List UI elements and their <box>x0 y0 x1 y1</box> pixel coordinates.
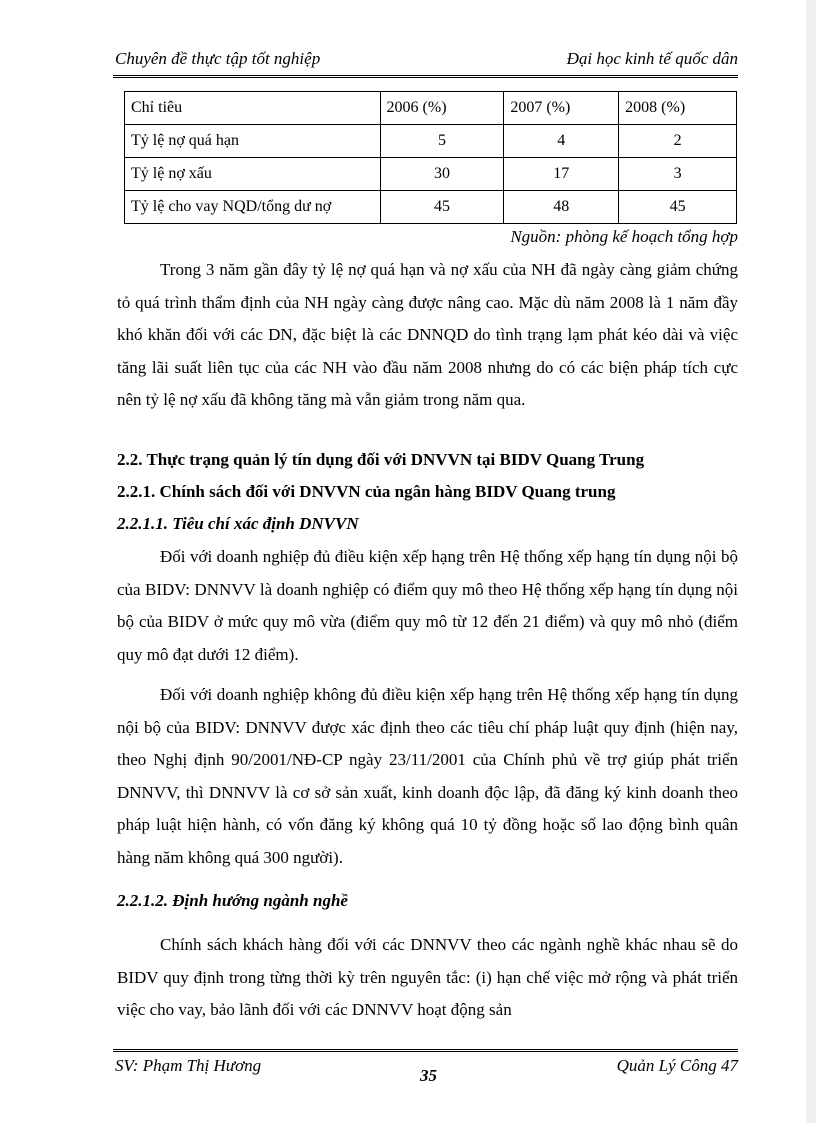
header-left: Chuyên đề thực tập tốt nghiệp <box>115 49 321 68</box>
table-header-cell: 2008 (%) <box>619 92 737 125</box>
heading-2-2-1: 2.2.1. Chính sách đối với DNVVN của ngân hàng BIDV Quang trung <box>117 482 616 501</box>
footer-author: SV: Phạm Thị Hương <box>115 1056 262 1075</box>
table-cell: 3 <box>619 158 737 191</box>
table-cell: Tỷ lệ nợ xấu <box>125 158 381 191</box>
table-cell: 45 <box>619 191 737 224</box>
paragraph-trend: Trong 3 năm gần đây tỷ lệ nợ quá hạn và nợ xấu của NH đã ngày càng giảm chứng tỏ quá trình thẩm định của NH ngày càng được nâng cao. Mặc dù năm 2008 là 1 năm đầy khó khăn đối với các DN, đặc biệt là các DNNQD do tình trạng lạm phát kéo dài và việc tăng lãi suất liên tục của các NH vào đầu năm 2008 nhưng do có các biện pháp tích cực nên tỷ lệ nợ xấu đã không tăng mà vẫn giảm trong năm qua. <box>117 260 738 409</box>
table-cell: 4 <box>504 125 619 158</box>
table-header-cell: 2007 (%) <box>504 92 619 125</box>
table-row <box>125 191 737 224</box>
table-cell: Tỷ lệ nợ quá hạn <box>125 125 381 158</box>
header-right: Đại học kinh tế quốc dân <box>566 49 738 68</box>
table-cell: 30 <box>380 158 504 191</box>
paragraph-criteria-rated: Đối với doanh nghiệp đủ điều kiện xếp hạng trên Hệ thống xếp hạng tín dụng nội bộ của BIDV: DNNVV là doanh nghiệp có điểm quy mô theo Hệ thống xếp hạng tín dụng nội bộ của BIDV ở mức quy mô vừa (điểm quy mô từ 12 đến 21 điểm) và quy mô nhỏ (điểm quy mô đạt dưới 12 điểm). <box>117 547 738 664</box>
table-row <box>125 125 737 158</box>
table-header-cell: Chỉ tiêu <box>125 92 381 125</box>
page-number: 35 <box>420 1066 437 1085</box>
footer-rule <box>113 1049 738 1054</box>
table-row <box>125 158 737 191</box>
page-edge <box>806 0 816 1123</box>
table-cell: 17 <box>504 158 619 191</box>
table-cell: 2 <box>619 125 737 158</box>
header-rule <box>113 75 738 80</box>
footer-class: Quản Lý Công 47 <box>616 1056 738 1075</box>
table-cell: 5 <box>380 125 504 158</box>
table-header-cell: 2006 (%) <box>380 92 504 125</box>
page-header <box>113 49 738 75</box>
table-cell: Tỷ lệ cho vay NQD/tổng dư nợ <box>125 191 381 224</box>
data-table <box>124 91 737 224</box>
table-source: Nguồn: phòng kế hoạch tổng hợp <box>510 227 738 246</box>
table-cell: 45 <box>380 191 504 224</box>
heading-2-2-1-2: 2.2.1.2. Định hướng ngành nghề <box>117 891 348 910</box>
paragraph-industry-policy: Chính sách khách hàng đối với các DNNVV theo các ngành nghề khác nhau sẽ do BIDV quy định trong từng thời kỳ trên nguyên tắc: (i) hạn chế việc mở rộng và phát triển việc cho vay, bảo lãnh đối với các DNNVV hoạt động sản <box>117 935 738 1019</box>
heading-2-2: 2.2. Thực trạng quản lý tín dụng đối với DNVVN tại BIDV Quang Trung <box>117 450 645 469</box>
heading-2-2-1-1: 2.2.1.1. Tiêu chí xác định DNVVN <box>117 514 359 533</box>
table-header-row <box>125 92 737 125</box>
paragraph-criteria-unrated: Đối với doanh nghiệp không đủ điều kiện xếp hạng trên Hệ thống xếp hạng tín dụng nội bộ của BIDV: DNNVV được xác định theo các tiêu chí pháp luật quy định (hiện nay, theo Nghị định 90/2001/NĐ-CP ngày 23/11/2001 của Chính phủ về trợ giúp phát triển DNNVV, thì DNNVV là cơ sở sản xuất, kinh doanh độc lập, đã đăng ký kinh doanh theo pháp luật hiện hành, có vốn đăng ký không quá 10 tỷ đồng hoặc số lao động bình quân hàng năm không quá 300 người). <box>117 685 738 867</box>
table-cell: 48 <box>504 191 619 224</box>
